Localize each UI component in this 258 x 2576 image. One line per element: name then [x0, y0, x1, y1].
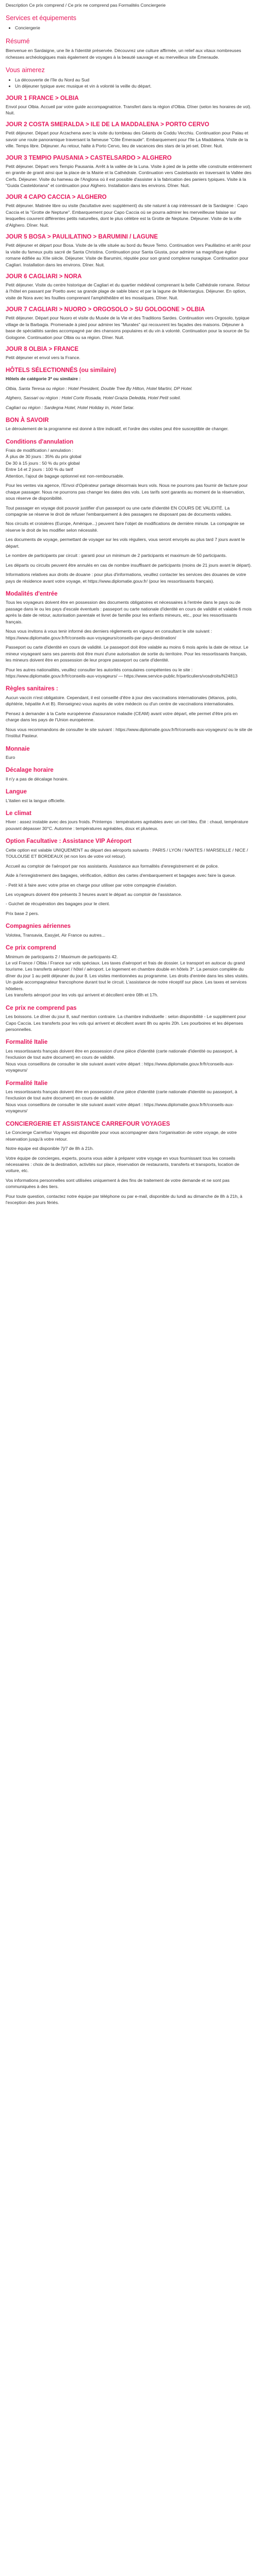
modalites-section	[6, 590, 252, 679]
conciergerie-title: CONCIERGERIE ET ASSISTANCE CARREFOUR VOYAGES	[6, 1121, 170, 1127]
modalites-paragraph: Nous vous invitons à vous tenir informé des derniers règlements en vigueur en consultant le site suivant : https://www.diplomatie.gouv.fr/fr/conseils-aux-voyageurs/conseils-par-pays-destination/	[6, 629, 212, 640]
day-title: JOUR 6 CAGLIARI > NORA	[6, 273, 82, 280]
day-text: Petit déjeuner. Départ pour Nuoro et visite du Musée de la Vie et des Traditions Sardes. Continuation vers Orgosolo, typique village de la Barbagia. Promenade à pied pour admirer les "Murales" qui recouvrent les façades des maisons. Déjeuner à base de spécialités sardes accompagné par des chansons populaires et du vin à volonté. Continuation pour la source de Su Gologone. Continuation pour Olbia ou sa région. Dîner. Nuit.	[6, 315, 250, 340]
option-paragraph: Prix base 2 pers.	[6, 910, 39, 916]
conciergerie-paragraph: Pour toute question, contactez notre équipe par téléphone ou par e-mail, disponible du lundi au dimanche de 8h à 21h, à l'exception des jours fériés.	[6, 1193, 243, 1206]
day-text: Petit déjeuner. Matinée libre ou visite (facultative avec supplément) du site naturel à cap intéressant de la Sardaigne : Capo Caccia et la "Grotte de Neptune". Embarquement pour Capo Caccia où se pourra admirer les merveilleuse falaise sur lesquelles couvrent différentes petits naturelles, dont le plus célèbre est la Grotte de Neptune. Déjeuner. Visite de la ville d'Alghero. Dîner. Nuit.	[6, 203, 248, 228]
page	[0, 0, 258, 1219]
option-section	[6, 838, 252, 917]
hotels-section	[6, 367, 252, 411]
option-paragraph: Cette option est valable UNIQUEMENT au départ des aéroports suivants : PARIS / LYON / NANTES / MARSEILLE / NICE / TOULOUSE ET BORDEAUX (et non lors de votre vol retour).	[6, 847, 248, 859]
conditions-paragraph: Tout passager en voyage doit pouvoir justifier d'un passeport ou une carte d'identité EN COURS DE VALIDITÉ. La compagnie se réserve le droit de refuser l'embarquement à des passagers ne disposant pas de documents valides.	[6, 505, 232, 517]
conciergerie-paragraph: Notre équipe est disponible 7j/7 de 8h à 21h.	[6, 1146, 94, 1151]
day-title: JOUR 8 OLBIA > FRANCE	[6, 346, 79, 353]
conditions-title: Conditions d'annulation	[6, 438, 74, 445]
conditions-paragraph: Informations relatives aux droits de douane : pour plus d'informations, veuillez contacter les services des douanes de votre pays de résidence avant votre voyage, et https://www.diplomatie.gouv.fr/ (pour les ressortissants français).	[6, 572, 246, 584]
option-paragraph: - Guichet de récupération des bagages pour le client.	[6, 901, 110, 907]
option-paragraph: - Petit kit à faire avec votre prise en charge pour utiliser par votre compagnie d'aviation.	[6, 882, 177, 888]
langue-text: L'italien est la langue officielle.	[6, 798, 66, 803]
regles-sanitaires-section	[6, 685, 252, 739]
resume-title: Résumé	[6, 37, 30, 45]
monnaie-title: Monnaie	[6, 745, 30, 752]
modalites-paragraph: Tous les voyageurs doivent être en possession des documents obligatoires et nécessaires à l'entrée dans le pays ou de passage dans le ou les pays d'escale éventuels : passeport ou carte nationale d'identité en cours de validité et valable 6 mois après la date de retour, autorisation parentale et livret de famille pour les enfants mineurs, etc., pour les ressortissants français.	[6, 600, 252, 624]
conditions-paragraph: Frais de modification / annulation : À plus de 30 jours : 35% du prix global De 30 à 15 jours : 50 % du prix global Entre 14 et 2 jours : 100 % du tarif Attention, l'ajout de bagage optionnel est non-remboursable.	[6, 447, 124, 479]
day-text: Petit déjeuner et départ pour Bosa. Visite de la ville située au bord du fleuve Temo. Continuation vers Paulilatino et arrêt pour la visite du fameux puits sacré de Santa Christina. Continuation pour Santa Giusta, pour admirer sa magnifique église romane édifiée au XIIe siècle. Déjeuner. Visite de Barumini, réputée pour son grand complexe nuragique. Continuation pour Cagliari. Installation dans les environs. Dîner. Nuit.	[6, 243, 251, 267]
conciergerie-paragraph: Votre équipe de concierges, experts, pourra vous aider à préparer votre voyage en vous fournissant tous les conseils nécessaires : choix de la destination, activités sur place, réservation de restaurants, transferts et transports, location de voiture, etc.	[6, 1155, 239, 1174]
modalites-title: Modalités d'entrée	[6, 591, 58, 598]
prix-comprend-title: Ce prix comprend	[6, 945, 56, 952]
decalage-title: Décalage horaire	[6, 767, 54, 774]
hotels-line: Olbia, Santa Teresa ou région : Hotel President, Double Tree By Hilton, Hotel Martini, DP Hotel.	[6, 385, 193, 391]
option-paragraph: Les voyageurs doivent être présents 3 heures avant le départ au comptoir de l'assistance.	[6, 891, 182, 897]
prix-comprend-text: Minimum de participants 2 / Maximum de participants 42. Le vol France / Olbia / France sur vols spéciaux. Les taxes d'aéroport et frais de dossier. Le transport en autocar du grand tourisme. Les transferts aéroport / hôtel / aéroport. Le logement en chambre double en hôtels 3*. La pension complète du dîner du jour 1 au petit déjeuner du jour 8. Les visites mentionnées au programme. Les droits d'entrée dans les sites visités. Un guide accompagnateur francophone durant tout le circuit. L'assistance de notre réceptif sur place. Les taxes et services hôteliers. Les transferts aéroport pour les vols qui arrivent et décollent entre 08h et 17h.	[6, 954, 249, 998]
option-title: Option Facultative : Assistance VIP Aéroport	[6, 838, 132, 845]
langue-section	[6, 788, 252, 804]
vous-aimerez-item: • La découverte de l'île du Nord au Sud	[15, 77, 252, 83]
option-paragraph: Accueil au comptoir de l'aéroport par nos assistants. Assistance aux formalités d'enregistrement et de police.	[6, 863, 219, 869]
itinerary	[6, 95, 252, 361]
resume-section	[6, 38, 252, 61]
formalite-section	[6, 1080, 252, 1114]
conditions-paragraph: Nos circuits et croisières (Europe, Amérique...) peuvent faire l'objet de modifications de dernière minute. La compagnie se réserve le droit de les modifier selon nécessité.	[6, 521, 245, 533]
hotels-title: HÔTELS SÉLECTIONNÉS (ou similaire)	[6, 367, 117, 374]
formalite-text: Les ressortissants français doivent être en possession d'une pièce d'identité (carte nationale d'identité ou passeport, à l'exclusion de tout autre document) en cours de validité. Nous vous conseillons de consulter le site suivant avant votre départ : https://www.diplomatie.gouv.fr/fr/conseils-aux-voyageurs/	[6, 1089, 237, 1114]
climat-text: Hiver : assez instable avec des jours froids. Printemps : températures agréables avec un ciel bleu. Été : chaud, température pouvant dépasser 30°C. Automne : températures agréables, doux et pluvieux.	[6, 819, 249, 831]
modalites-paragraph: Pour les autres nationalités, veuillez consulter les autorités consulaires compétentes ou le site : https://www.diplomatie.gouv.fr/fr/conseils-aux-voyageurs/ — https://www.service-public.fr/particuliers/vosdroits/N24813	[6, 667, 238, 679]
monnaie-section	[6, 745, 252, 761]
day-text: Petit déjeuner. Départ vers Tempio Pausania. Arrêt à la vallée de la Luna. Visite à pied de la petite ville construite entièrement en granite de granit ainsi que la place de la Mairie et la Cathédrale. Continuation vers Castelsardo en traversant la Vallée des Cerfs. Déjeuner. Visite du hameau de l'Anglona où il est possible d'assister à la fabrication des paniers typiques. Visite à la "Guida Casteldoriana" et continuation pour Alghero. Installation dans les environs. Dîner. Nuit.	[6, 163, 252, 189]
conciergerie-paragraph: Le Concierge Carrefour Voyages est disponible pour vous accompagner dans l'organisation de votre voyage, de votre réservation jusqu'à votre retour.	[6, 1130, 237, 1142]
day-title: JOUR 7 CAGLIARI > NUORO > ORGOSOLO > SU GOLOGONE > OLBIA	[6, 307, 205, 313]
conditions-paragraph: Le nombre de participants par circuit : garanti pour un minimum de 2 participants et maximum de 50 participants.	[6, 553, 227, 558]
day-text: Petit déjeuner. Visite du centre historique de Cagliari et du quartier médiéval comprenant la belle Cathédrale romane. Retour à l'hôtel en passant par Poetto avec sa grande plage de sable blanc et par la lagune de Molentargius. Déjeuner. En option, visite de Nora avec les fouilles comprenant l'amphithéâtre et les mosaïques. Dîner. Nuit.	[6, 282, 250, 300]
bon-savoir-text: Le déroulement de la programme est donné à titre indicatif, et l'ordre des visites peut être susceptible de changer.	[6, 426, 229, 432]
option-paragraph: Aide à l'enregistrement des bagages, vérification, édition des cartes d'embarquement et bagages avec faire la queue.	[6, 873, 236, 878]
prix-ne-comprend-text: Les boissons. Le dîner du jour 8, sauf mention contraire. La chambre individuelle : selon disponibilité - Le supplément pour Capo Caccia. Les transferts pour les vols qui arrivent et décollent avant 8h ou après 20h. Les pourboires et les dépenses personnelles.	[6, 1014, 246, 1032]
prix-ne-comprend-section	[6, 1005, 252, 1033]
formalite-title: Formalité Italie	[6, 1039, 48, 1046]
prix-comprend-section	[6, 944, 252, 998]
decalage-text: Il n'y a pas de décalage horaire.	[6, 776, 69, 782]
formalite-title: Formalité Italie	[6, 1080, 48, 1087]
day-title: JOUR 5 BOSA > PAULILATINO > BARUMINI / LAGUNE	[6, 234, 158, 241]
formalite-text: Les ressortissants français doivent être en possession d'une pièce d'identité (carte nationale d'identité ou passeport, à l'exclusion de tout autre document) en cours de validité. Nous vous conseillons de consulter le site suivant avant votre départ : https://www.diplomatie.gouv.fr/fr/conseils-aux-voyageurs/	[6, 1048, 237, 1073]
conciergerie-section	[6, 1121, 252, 1206]
conditions-paragraph: Les départs ou circuits peuvent être annulés en cas de nombre insuffisant de participants (moins de 21 jours avant le départ).	[6, 562, 252, 568]
day-text: Petit déjeuner et envol vers la France.	[6, 354, 80, 360]
regles-paragraph: Pensez à demander à la Carte européenne d'assurance maladie (CEAM) avant votre départ, elle permet d'être pris en charge dans les pays de l'Union européenne.	[6, 710, 238, 723]
hotels-intro: Hôtels de catégorie 3* ou similaire :	[6, 376, 81, 382]
services-section	[6, 14, 252, 31]
intro-text: Description Ce prix comprend / Ce prix ne comprend pas Formalités Conciergerie	[6, 3, 166, 8]
vous-aimerez-section	[6, 66, 252, 90]
formalite-section	[6, 1039, 252, 1073]
hotels-line: Alghero, Sassari ou région : Hotel Corte Rosada, Hotel Grazia Deledda, Hotel Petit soleil.	[6, 395, 181, 401]
prix-ne-comprend-title: Ce prix ne comprend pas	[6, 1005, 77, 1011]
services-list	[6, 25, 252, 31]
conditions-paragraph: Les documents de voyage, permettant de voyager sur les vols réguliers, vous seront envoyés au plus tard 7 jours avant le départ.	[6, 537, 245, 549]
hotels-line: Cagliari ou région : Sardegna Hotel, Hotel Holiday In, Hotel Setar.	[6, 404, 135, 410]
compagnies-section	[6, 923, 252, 938]
monnaie-text: Euro	[6, 754, 15, 760]
day-text: Envol pour Olbia. Accueil par votre guide accompagnatrice. Transfert dans la région d'Olbia. Dîner (selon les horaires de vol). Nuit.	[6, 104, 251, 115]
services-title: Services et équipements	[6, 14, 76, 22]
day-title: JOUR 4 CAPO CACCIA > ALGHERO	[6, 194, 107, 201]
day-title: JOUR 2 COSTA SMERALDA > ILE DE LA MADDALENA > PORTO CERVO	[6, 122, 209, 128]
bon-savoir-section	[6, 417, 252, 432]
langue-title: Langue	[6, 789, 27, 795]
conciergerie-paragraph: Vos informations personnelles sont utilisées uniquement à des fins de traitement de votre demande et ne sont pas communiquées à des tiers.	[6, 1177, 230, 1190]
services-item: • Conciergerie	[15, 25, 252, 31]
regles-paragraph: Aucun vaccin n'est obligatoire. Cependant, il est conseillé d'être à jour des vaccinations internationales (tétanos, polio, diphtérie, hépatite A et B). Renseignez-vous auprès de votre médecin ou d'un centre de vaccinations internationales.	[6, 694, 237, 707]
day-title: JOUR 1 FRANCE > OLBIA	[6, 95, 79, 101]
bon-savoir-title: BON À SAVOIR	[6, 417, 49, 424]
climat-title: Le climat	[6, 810, 31, 817]
decalage-section	[6, 767, 252, 782]
conditions-section	[6, 438, 252, 585]
regles-paragraph: Nous vous recommandons de consulter le site suivant : https://www.diplomatie.gouv.fr/fr/conseils-aux-voyageurs/ ou le site de l'Institut Pasteur.	[6, 726, 252, 739]
modalites-paragraph: Passeport ou carte d'identité en cours de validité. Le passeport doit être valable au moins 6 mois après la date de retour. Le mineur voyageant sans ses parents doit être muni d'une autorisation de sortie du territoire. Pour les ressortissants français, les mineurs doivent être en possession de leur propre passeport ou carte d'identité.	[6, 645, 249, 663]
compagnies-text: Volotea, Transavia, Easyjet, Air France ou autres...	[6, 932, 105, 938]
conditions-paragraph: Pour les ventes via agence, l'Envoi d'Opérateur partage désormais leurs vols. Nous ne pourrons pas fournir de facture pour chaque passager. Nous ne pourrons pas changer les dates des vols. Les tarifs sont garantis au moment de la réservation, sous réserve de disponibilité.	[6, 483, 248, 501]
compagnies-title: Compagnies aériennes	[6, 923, 71, 930]
day-title: JOUR 3 TEMPIO PAUSANIA > CASTELSARDO > ALGHERO	[6, 155, 172, 161]
vous-aimerez-title: Vous aimerez	[6, 66, 45, 74]
vous-aimerez-item: • Un déjeuner typique avec musique et vin à volonté la veille du départ.	[15, 83, 252, 89]
day-text: Petit déjeuner. Départ pour Arzachena avec la visite du tombeau des Géants de Coddu Vecchiu. Continuation pour Palau et savoir une route panoramique traversant la fameuse "Côte Émeraude". Embarquement pour l'île La Maddalena. Visite de la ville. Temps libre. Déjeuner. Au retour, halte à Porto Cervo, lieu de vacances des stars de la jet-set. Dîner. Nuit.	[6, 130, 249, 149]
regles-sanitaires-title: Règles sanitaires :	[6, 686, 58, 692]
resume-text: Bienvenue en Sardaigne, une île à l'identité préservée. Découvrez une culture affirmée, un relief aux vitaux nombreuses richesses archéologiques mais également de voyages à la beauté sauvage et au merveilleux site Émeraude.	[6, 48, 241, 60]
climat-section	[6, 810, 252, 832]
vous-aimerez-list	[6, 77, 252, 90]
